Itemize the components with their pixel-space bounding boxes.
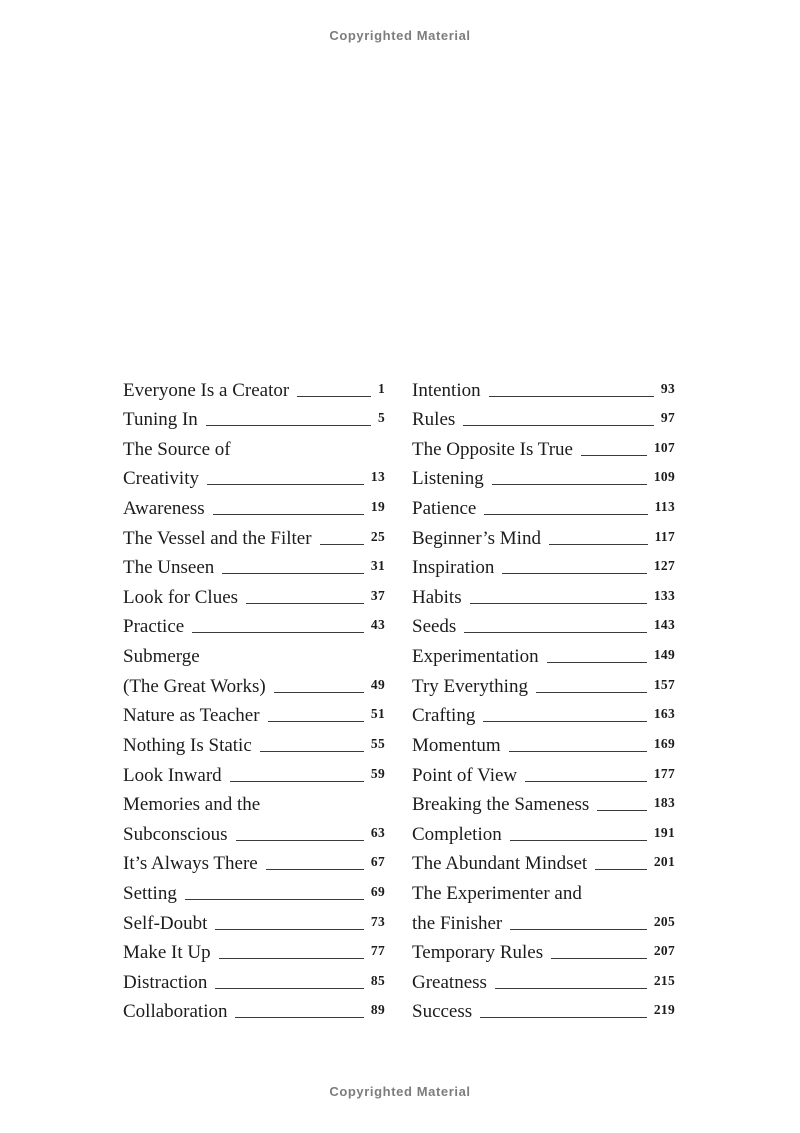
toc-entry-title: Submerge [123, 646, 200, 668]
toc-entry-title: It’s Always There [123, 853, 258, 875]
toc-entry-title: Look for Clues [123, 586, 239, 608]
copyright-notice-bottom: Copyrighted Material [329, 1084, 471, 1099]
toc-leader-line [215, 929, 363, 930]
toc-entry-title: Success [412, 1001, 473, 1023]
toc-entry-page: 143 [653, 617, 675, 633]
toc-entry [412, 846, 675, 876]
toc-leader-line [525, 781, 647, 782]
toc-leader-line [274, 692, 364, 693]
toc-leader-line [597, 810, 647, 811]
toc-entry [412, 994, 675, 1024]
toc-entry [123, 935, 385, 965]
toc-leader-line [483, 721, 647, 722]
toc-entry-title: Setting [123, 882, 177, 904]
toc-entry-title: Point of View [412, 764, 518, 786]
toc-entry-title: Practice [123, 616, 185, 638]
toc-entry-title: The Experimenter and [412, 882, 582, 904]
toc-entry [412, 638, 675, 668]
toc-entry-page: 67 [370, 854, 385, 870]
toc-leader-line [213, 514, 364, 515]
toc-entry-page: 219 [653, 1002, 675, 1018]
toc-entry-title: The Abundant Mindset [412, 853, 588, 875]
toc-leader-line [551, 958, 647, 959]
toc-entry-title: The Unseen [123, 557, 215, 579]
toc-entry-page: 205 [653, 913, 675, 929]
toc-leader-line [268, 721, 364, 722]
toc-entry-title: (The Great Works) [123, 675, 266, 697]
toc-entry [412, 905, 675, 935]
toc-entry [123, 964, 385, 994]
toc-entry-title: Tuning In [123, 409, 198, 431]
toc-entry-title: Distraction [123, 971, 208, 993]
toc-leader-line [502, 573, 647, 574]
toc-entry-title: Greatness [412, 971, 487, 993]
toc-entry [123, 431, 385, 461]
toc-leader-line [260, 751, 364, 752]
toc-entry-title: Make It Up [123, 942, 211, 964]
toc-leader-line [470, 603, 647, 604]
toc-entry-title: Awareness [123, 498, 205, 520]
toc-entry-page: 1 [377, 380, 385, 396]
toc-leader-line [297, 396, 371, 397]
toc-entry [412, 816, 675, 846]
toc-entry [123, 668, 385, 698]
toc-column-right [412, 372, 675, 1023]
toc-leader-line [510, 840, 647, 841]
toc-entry [123, 609, 385, 639]
toc-entry-title: Inspiration [412, 557, 495, 579]
toc-entry-title: Intention [412, 379, 481, 401]
toc-leader-line [581, 455, 647, 456]
toc-entry [123, 579, 385, 609]
toc-entry [412, 490, 675, 520]
toc-entry [412, 698, 675, 728]
toc-entry-page: 109 [653, 469, 675, 485]
toc-leader-line [547, 662, 647, 663]
toc-leader-line [480, 1017, 647, 1018]
toc-entry-page: 183 [653, 795, 675, 811]
toc-entry [123, 490, 385, 520]
toc-entry [123, 402, 385, 432]
toc-column-left [123, 372, 385, 1023]
toc-leader-line [489, 396, 654, 397]
toc-entry-title: Subconscious [123, 823, 228, 845]
toc-leader-line [266, 869, 364, 870]
copyright-notice-top: Copyrighted Material [329, 28, 471, 43]
toc-entry-page: 117 [654, 528, 675, 544]
toc-entry-page: 149 [653, 647, 675, 663]
toc-entry-page: 49 [370, 676, 385, 692]
toc-leader-line [222, 573, 364, 574]
toc-entry [123, 816, 385, 846]
toc-entry [412, 668, 675, 698]
toc-entry [412, 964, 675, 994]
toc-entry-page: 201 [653, 854, 675, 870]
toc-entry-page: 107 [653, 439, 675, 455]
toc-leader-line [185, 899, 364, 900]
toc-entry [412, 875, 675, 905]
toc-entry [123, 461, 385, 491]
toc-entry-page: 207 [653, 943, 675, 959]
toc-leader-line [464, 632, 647, 633]
toc-entry [123, 550, 385, 580]
toc-entry-page: 73 [370, 913, 385, 929]
toc-entry-title: Crafting [412, 705, 476, 727]
toc-entry-title: Rules [412, 409, 456, 431]
toc-leader-line [536, 692, 647, 693]
toc-entry-page: 215 [653, 972, 675, 988]
toc-entry-page: 127 [653, 558, 675, 574]
toc-leader-line [595, 869, 647, 870]
toc-leader-line [484, 514, 647, 515]
toc-entry-title: Beginner’s Mind [412, 527, 541, 549]
toc-entry-title: Try Everything [412, 675, 528, 697]
toc-entry [412, 372, 675, 402]
toc-entry-page: 59 [370, 765, 385, 781]
toc-entry-title: The Vessel and the Filter [123, 527, 312, 549]
toc-entry-title: Collaboration [123, 1001, 228, 1023]
toc-entry [412, 402, 675, 432]
toc-entry [123, 727, 385, 757]
toc-entry [123, 994, 385, 1024]
toc-entry-title: Completion [412, 823, 502, 845]
toc-leader-line [320, 544, 364, 545]
toc-entry-title: Listening [412, 468, 484, 490]
toc-leader-line [207, 484, 364, 485]
toc-leader-line [206, 425, 371, 426]
toc-entry-title: Habits [412, 586, 462, 608]
toc-entry-page: 77 [370, 943, 385, 959]
toc-leader-line [463, 425, 654, 426]
toc-entry-page: 93 [660, 380, 675, 396]
toc-entry-page: 163 [653, 706, 675, 722]
toc-entry-page: 5 [377, 410, 385, 426]
toc-entry [412, 787, 675, 817]
toc-entry-page: 63 [370, 824, 385, 840]
toc-entry-title: The Source of [123, 438, 231, 460]
toc-entry [412, 550, 675, 580]
toc-entry-page: 69 [370, 883, 385, 899]
toc-leader-line [510, 929, 647, 930]
toc-entry-title: The Opposite Is True [412, 438, 573, 460]
toc-entry-title: Breaking the Sameness [412, 794, 590, 816]
toc-entry-page: 89 [370, 1002, 385, 1018]
toc-entry-title: Nothing Is Static [123, 734, 252, 756]
toc-leader-line [509, 751, 647, 752]
toc-entry [123, 787, 385, 817]
toc-entry-page: 113 [654, 499, 675, 515]
toc-entry-page: 31 [370, 558, 385, 574]
toc-entry-page: 133 [653, 587, 675, 603]
toc-entry-page: 177 [653, 765, 675, 781]
toc-entry [412, 757, 675, 787]
toc-entry-title: Nature as Teacher [123, 705, 260, 727]
toc-leader-line [492, 484, 647, 485]
toc-entry-title: Seeds [412, 616, 457, 638]
toc-leader-line [246, 603, 364, 604]
toc-entry-page: 19 [370, 499, 385, 515]
toc-entry-page: 191 [653, 824, 675, 840]
toc-leader-line [230, 781, 364, 782]
toc-entry-page: 55 [370, 735, 385, 751]
toc-entry [412, 579, 675, 609]
toc-entry-title: Experimentation [412, 646, 539, 668]
toc-entry [123, 875, 385, 905]
toc-entry-title: Self-Doubt [123, 912, 208, 934]
toc-leader-line [192, 632, 364, 633]
toc-entry-page: 169 [653, 735, 675, 751]
toc-entry-title: Momentum [412, 734, 501, 756]
toc-entry [412, 461, 675, 491]
toc-entry-title: Everyone Is a Creator [123, 379, 290, 401]
toc-leader-line [235, 1017, 363, 1018]
toc-entry [412, 520, 675, 550]
toc-entry [123, 905, 385, 935]
toc-entry-title: Creativity [123, 468, 199, 490]
toc-entry [412, 609, 675, 639]
toc-entry [123, 372, 385, 402]
toc-leader-line [549, 544, 648, 545]
toc-entry [123, 846, 385, 876]
toc-entry-page: 13 [370, 469, 385, 485]
toc-entry-page: 43 [370, 617, 385, 633]
toc-leader-line [495, 988, 647, 989]
toc-entry-title: Memories and the [123, 794, 261, 816]
toc-entry-page: 25 [370, 528, 385, 544]
toc-entry-title: Patience [412, 498, 477, 520]
toc-entry-page: 97 [660, 410, 675, 426]
toc-entry [412, 727, 675, 757]
toc-entry [123, 638, 385, 668]
toc-entry-title: Temporary Rules [412, 942, 544, 964]
toc-entry-page: 157 [653, 676, 675, 692]
toc-entry-page: 85 [370, 972, 385, 988]
toc-entry [412, 935, 675, 965]
toc-entry [123, 757, 385, 787]
toc-entry [412, 431, 675, 461]
toc-entry-title: Look Inward [123, 764, 222, 786]
table-of-contents [123, 372, 675, 1023]
toc-entry-page: 51 [370, 706, 385, 722]
toc-leader-line [215, 988, 363, 989]
toc-entry-page: 37 [370, 587, 385, 603]
toc-leader-line [236, 840, 364, 841]
toc-entry [123, 520, 385, 550]
toc-leader-line [219, 958, 364, 959]
toc-entry [123, 698, 385, 728]
toc-entry-title: the Finisher [412, 912, 503, 934]
